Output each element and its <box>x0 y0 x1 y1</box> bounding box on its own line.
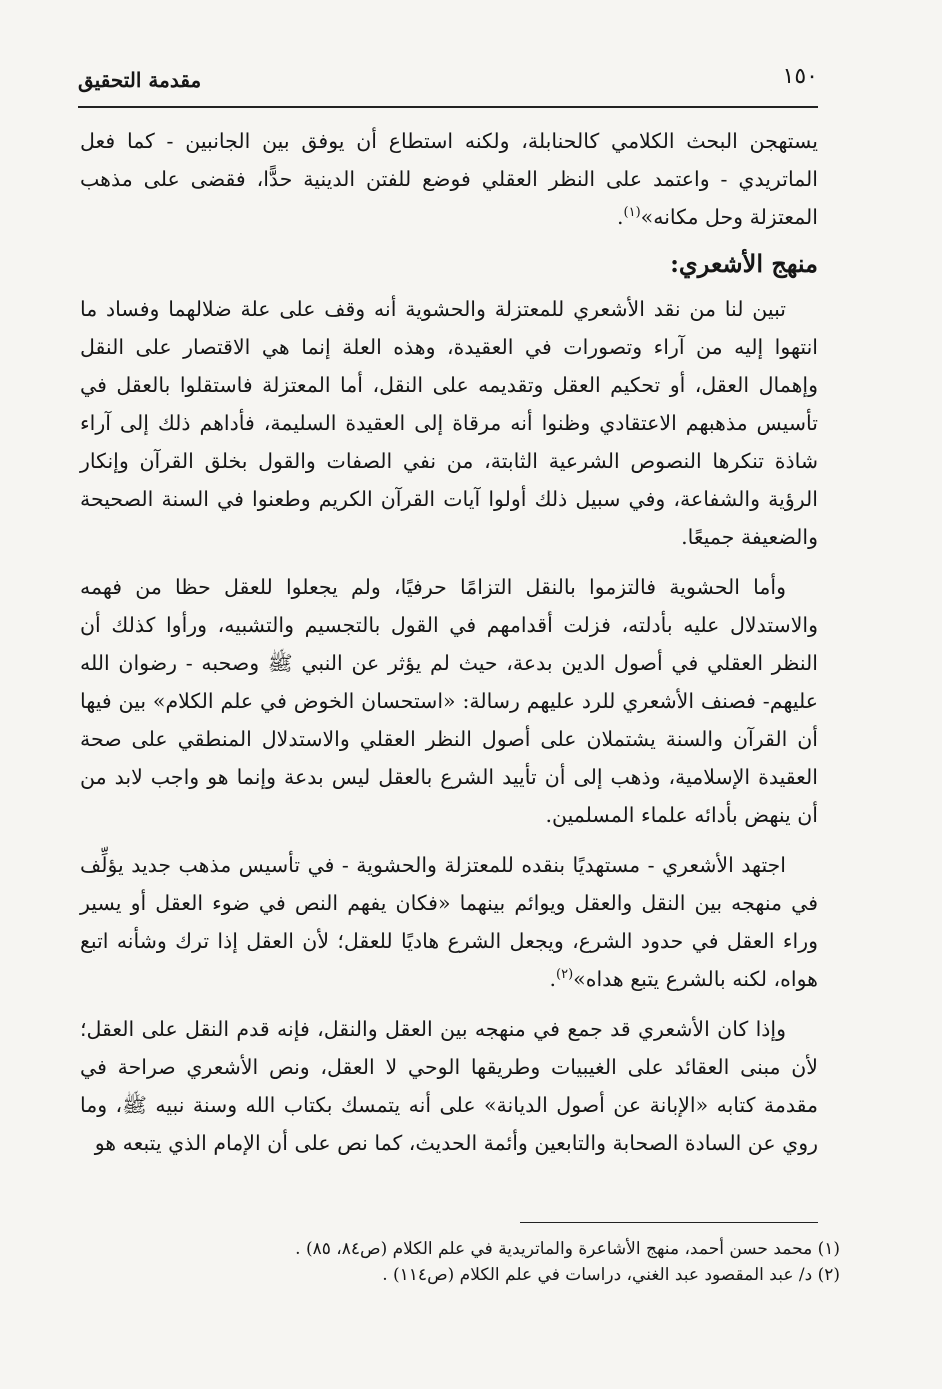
main-text <box>80 122 818 1162</box>
footnote-1: (١) محمد حسن أحمد، منهج الأشاعرة والماتريدية في علم الكلام (ص٨٤، ٨٥) . <box>295 1239 840 1259</box>
footnote-ref-1: (١) <box>623 205 641 221</box>
paragraph-gap <box>80 998 818 1010</box>
paragraph-gap <box>80 834 818 846</box>
paragraph-gap <box>80 556 818 568</box>
paragraph-3-end: . <box>549 967 557 991</box>
footnote-rule <box>520 1222 818 1223</box>
section-heading: منهج الأشعري: <box>670 249 818 278</box>
paragraph-4: وإذا كان الأشعري قد جمع في منهجه بين العقل والنقل، فإنه قدم النقل على العقل؛ لأن مبنى العقائد على الغيبيات وطريقها الوحي لا العقل، ونص الأشعري صراحة في مقدمة كتابه «الإبانة عن أصول الديانة» على أنه يتمسك بكتاب الله وسنة نبيه ﷺ، وما روي عن السادة الصحابة والتابعين وأئمة الحديث، كما نص على أن الإمام الذي يتبعه هو <box>80 1017 818 1155</box>
paragraph-1: تبين لنا من نقد الأشعري للمعتزلة والحشوية أنه وقف على علة ضلالهما وفساد ما انتهوا إليه من آراء وتصورات في العقيدة، وهذه العلة إنما هي الاقتصار على النقل وإهمال العقل، أو تحكيم العقل وتقديمه على النقل، أما المعتزلة فاستقلوا بالعقل في تأسيس مذهبهم الاعتقادي وظنوا أنه مرقاة إلى العقيدة السليمة، فأداهم ذلك إلى آراء شاذة تنكرها النصوص الشرعية الثابتة، من نفي الصفات والقول بخلق القرآن وإنكار الرؤية والشفاعة، وفي سبيل ذلك أولوا آيات القرآن الكريم وطعنوا في السنة الصحيحة والضعيفة جميعًا. <box>80 297 818 549</box>
footnote-2: (٢) د/ عبد المقصود عبد الغني، دراسات في علم الكلام (ص١١٤) . <box>382 1265 840 1285</box>
intro-paragraph <box>80 122 818 236</box>
header-rule <box>78 106 818 108</box>
footnotes <box>120 1236 840 1288</box>
intro-end: . <box>616 205 624 229</box>
footnote-ref-2: (٢) <box>556 967 574 983</box>
paragraph-3-text: اجتهد الأشعري - مستهديًا بنقده للمعتزلة والحشوية - في تأسيس مذهب جديد يؤلِّف في منهجه بين النقل والعقل ويوائم بينهما «فكان يفهم النص في ضوء العقل أو يسير وراء العقل في حدود الشرع، ويجعل الشرع هاديًا للعقل؛ لأن العقل إذا ترك وشأنه اتبع هواه، لكنه بالشرع يتبع هداه» <box>80 853 818 991</box>
running-title: مقدمة التحقيق <box>78 68 202 92</box>
paragraph-3 <box>80 846 818 998</box>
page-header <box>78 66 818 100</box>
intro-text: يستهجن البحث الكلامي كالحنابلة، ولكنه استطاع أن يوفق بين الجانبين - كما فعل الماتريدي - واعتمد على النظر العقلي فوضع للفتن الدينية حدًّا، فقضى على مذهب المعتزلة وحل مكانه» <box>80 129 818 229</box>
paragraph-2: وأما الحشوية فالتزموا بالنقل التزامًا حرفيًا، ولم يجعلوا للعقل حظا من فهمه والاستدلال عليه بأدلته، فزلت أقدامهم في القول بالتجسيم والتشبيه، ورأوا كذلك أن النظر العقلي في أصول الدين بدعة، حيث لم يؤثر عن النبي ﷺ وصحبه - رضوان الله عليهم- فصنف الأشعري للرد عليهم رسالة: «استحسان الخوض في علم الكلام» بين فيها أن القرآن والسنة يشتملان على أصول النظر العقلي والاستدلال المنطقي على صحة العقيدة الإسلامية، وذهب إلى أن تأييد الشرع بالعقل ليس بدعة وإنما هو واجب لابد من أن ينهض بأدائه علماء المسلمين. <box>80 575 818 827</box>
page-number: ١٥٠ <box>782 64 818 89</box>
